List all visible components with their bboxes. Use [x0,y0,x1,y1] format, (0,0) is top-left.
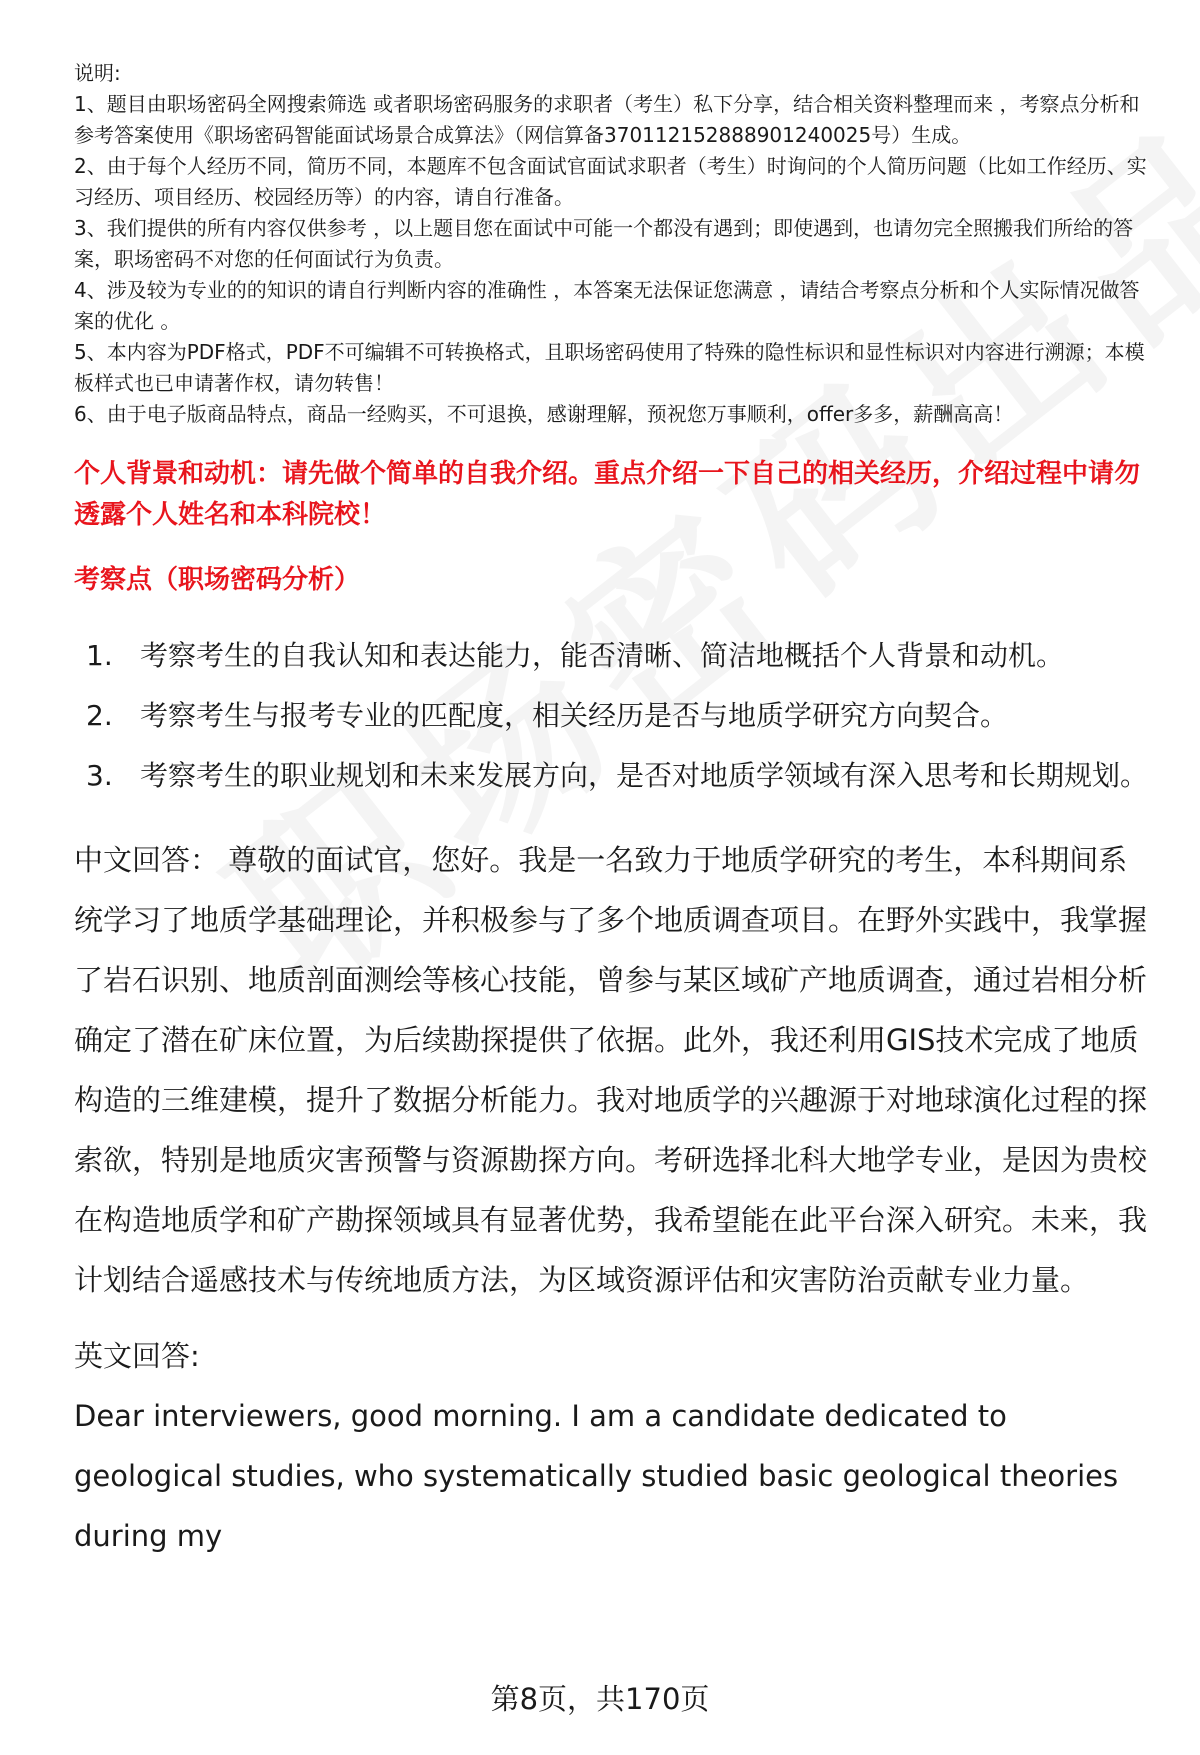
analysis-point [74,626,1154,686]
analysis-points [74,626,1154,806]
point-number: 1. [86,639,113,672]
english-answer: Dear interviewers, good morning. I am a candidate dedicated to geological studies, who systematically studied basic geological theories during my [74,1399,1119,1553]
point-text: 考察考生的自我认知和表达能力，能否清晰、简洁地概括个人背景和动机。 [140,639,1065,672]
analysis-point [74,686,1154,746]
notes-title: 说明: [74,61,121,85]
point-text: 考察考生的职业规划和未来发展方向，是否对地质学领域有深入思考和长期规划。 [140,759,1149,792]
note-item: 1、题目由职场密码全网搜索筛选 或者职场密码服务的求职者（考生）私下分享，结合相关资料整理而来 ，考察点分析和参考答案使用《职场密码智能面试场景合成算法》（网信算备370112152888901240025号）生成。 [74,92,1140,147]
chinese-answer: 中文回答： 尊敬的面试官，您好。我是一名致力于地质学研究的考生，本科期间系统学习了地质学基础理论，并积极参与了多个地质调查项目。在野外实践中，我掌握了岩石识别、地质剖面测绘等核心技能，曾参与某区域矿产地质调查，通过岩相分析确定了潜在矿床位置，为后续勘探提供了依据。此外，我还利用GIS技术完成了地质构造的三维建模，提升了数据分析能力。我对地质学的兴趣源于对地球演化过程的探索欲，特别是地质灾害预警与资源勘探方向。考研选择北科大地学专业，是因为贵校在构造地质学和矿产勘探领域具有显著优势，我希望能在此平台深入研究。未来，我计划结合遥感技术与传统地质方法，为区域资源评估和灾害防治贡献专业力量。 [74,843,1148,1297]
analysis-point [74,746,1154,806]
note-item: 4、涉及较为专业的的知识的请自行判断内容的准确性 ，本答案无法保证您满意 ，请结合考察点分析和个人实际情况做答案的优化 。 [74,278,1140,333]
note-item: 6、由于电子版商品特点，商品一经购买，不可退换，感谢理解，预祝您万事顺利，offer多多，薪酬高高！ [74,402,1014,426]
point-number: 3. [86,759,113,792]
english-answer-label: 英文回答: [74,1339,200,1373]
page-footer: 第8页，共170页 [490,1682,710,1716]
notes-section [74,58,1154,430]
note-item: 5、本内容为PDF格式，PDF不可编辑不可转换格式，且职场密码使用了特殊的隐性标识和显性标识对内容进行溯源；本模板样式也已申请著作权，请勿转售！ [74,340,1145,395]
analysis-title: 考察点（职场密码分析） [74,565,361,595]
note-item: 3、我们提供的所有内容仅供参考 ，以上题目您在面试中可能一个都没有遇到；即使遇到，也请勿完全照搬我们所给的答案，职场密码不对您的任何面试行为负责。 [74,216,1134,271]
interview-question: 个人背景和动机：请先做个简单的自我介绍。重点介绍一下自己的相关经历，介绍过程中请勿透露个人姓名和本科院校！ [74,459,1141,530]
page-content [74,58,1154,1566]
point-number: 2. [86,699,113,732]
point-text: 考察考生与报考专业的匹配度，相关经历是否与地质学研究方向契合。 [140,699,1009,732]
note-item: 2、由于每个人经历不同，简历不同，本题库不包含面试官面试求职者（考生）时询问的个人简历问题（比如工作经历、实习经历、项目经历、校园经历等）的内容，请自行准备。 [74,154,1147,209]
